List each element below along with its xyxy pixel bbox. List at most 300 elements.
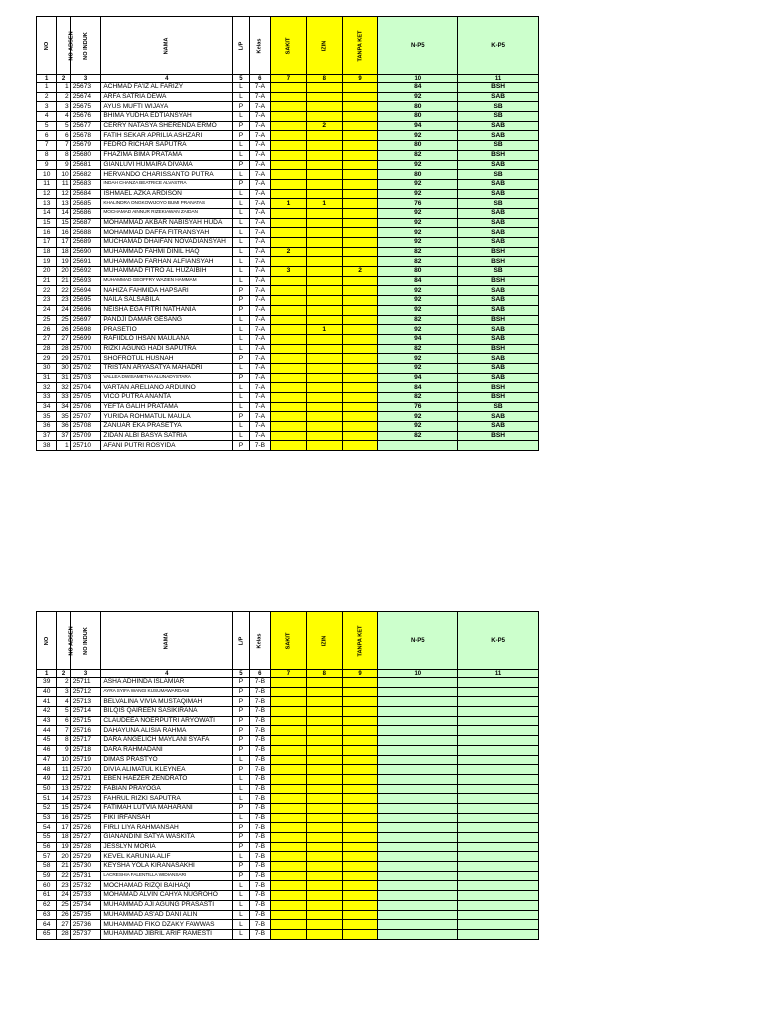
cell-kelas: 7-B bbox=[249, 891, 270, 901]
cell-no-induk: 25711 bbox=[70, 678, 101, 688]
cell-no-induk: 25725 bbox=[70, 813, 101, 823]
cell-no-absen: 11 bbox=[57, 765, 70, 775]
cell-sakit bbox=[271, 803, 307, 813]
cell-sakit bbox=[271, 257, 307, 267]
cell-kelas: 7-A bbox=[249, 92, 270, 102]
cell-no-absen: 36 bbox=[57, 422, 70, 432]
cell-kelas: 7-A bbox=[249, 208, 270, 218]
cell-lp: L bbox=[233, 891, 249, 901]
cell-no-absen: 17 bbox=[57, 238, 70, 248]
table-row bbox=[37, 315, 539, 325]
cell-n-p5: 92 bbox=[378, 325, 458, 335]
cell-sakit bbox=[271, 431, 307, 441]
cell-n-p5: 82 bbox=[378, 257, 458, 267]
cell-tanpa-ket bbox=[342, 871, 378, 881]
cell-no-induk: 25712 bbox=[70, 687, 101, 697]
cell-tanpa-ket bbox=[342, 813, 378, 823]
cell-nama: AYRA SYIFA WANGI KUSUMAWARDANI bbox=[101, 687, 233, 697]
cell-n-p5 bbox=[378, 842, 458, 852]
table-row bbox=[37, 402, 539, 412]
table-row bbox=[37, 354, 539, 364]
cell-no-absen: 26 bbox=[57, 910, 70, 920]
cell-n-p5: 82 bbox=[378, 315, 458, 325]
cell-tanpa-ket bbox=[342, 121, 378, 131]
header-lp: L/P bbox=[233, 612, 249, 670]
cell-no: 32 bbox=[37, 383, 57, 393]
cell-tanpa-ket bbox=[342, 170, 378, 180]
cell-k-p5: SAB bbox=[458, 354, 539, 364]
cell-nama: MUHAMMAD FIKO DZAKY FAWWAS bbox=[101, 920, 233, 930]
cell-kelas: 7-A bbox=[249, 218, 270, 228]
table-row bbox=[37, 267, 539, 277]
cell-no-induk: 25710 bbox=[70, 441, 101, 451]
cell-izin bbox=[306, 910, 342, 920]
table-row bbox=[37, 745, 539, 755]
table-row bbox=[37, 900, 539, 910]
cell-sakit bbox=[271, 784, 307, 794]
cell-nama: JESSLYN MORIA bbox=[101, 842, 233, 852]
table-row bbox=[37, 218, 539, 228]
cell-k-p5 bbox=[458, 813, 539, 823]
cell-no: 47 bbox=[37, 755, 57, 765]
cell-no-induk: 25700 bbox=[70, 344, 101, 354]
cell-no-absen: 11 bbox=[57, 179, 70, 189]
cell-izin bbox=[306, 92, 342, 102]
cell-lp: P bbox=[233, 745, 249, 755]
cell-n-p5 bbox=[378, 687, 458, 697]
cell-kelas: 7-A bbox=[249, 150, 270, 160]
header-row bbox=[37, 17, 539, 75]
cell-nama: NEISHA EGA FITRI NATHANIA bbox=[101, 305, 233, 315]
cell-kelas: 7-A bbox=[249, 431, 270, 441]
table-row bbox=[37, 228, 539, 238]
cell-tanpa-ket bbox=[342, 92, 378, 102]
cell-no: 36 bbox=[37, 422, 57, 432]
cell-k-p5: BSH bbox=[458, 393, 539, 403]
cell-kelas: 7-B bbox=[249, 736, 270, 746]
cell-izin bbox=[306, 344, 342, 354]
cell-no-induk: 25692 bbox=[70, 267, 101, 277]
cell-k-p5 bbox=[458, 678, 539, 688]
cell-nama: EBEN HAEZER ZENDRATO bbox=[101, 774, 233, 784]
cell-sakit bbox=[271, 315, 307, 325]
cell-k-p5 bbox=[458, 687, 539, 697]
cell-izin bbox=[306, 842, 342, 852]
cell-tanpa-ket bbox=[342, 315, 378, 325]
cell-no-induk: 25696 bbox=[70, 305, 101, 315]
cell-sakit bbox=[271, 891, 307, 901]
table-row bbox=[37, 334, 539, 344]
cell-sakit bbox=[271, 286, 307, 296]
cell-lp: P bbox=[233, 121, 249, 131]
cell-no: 34 bbox=[37, 402, 57, 412]
cell-k-p5: SB bbox=[458, 402, 539, 412]
column-number: 7 bbox=[271, 670, 307, 678]
cell-no-absen: 28 bbox=[57, 929, 70, 939]
attendance-sheet-7a bbox=[36, 16, 539, 451]
cell-no-induk: 25703 bbox=[70, 373, 101, 383]
cell-no-induk: 25705 bbox=[70, 393, 101, 403]
cell-no-absen: 2 bbox=[57, 92, 70, 102]
cell-no-induk: 25736 bbox=[70, 920, 101, 930]
column-number: 4 bbox=[101, 670, 233, 678]
cell-lp: L bbox=[233, 402, 249, 412]
cell-no-absen: 2 bbox=[57, 678, 70, 688]
cell-tanpa-ket: 2 bbox=[342, 267, 378, 277]
cell-n-p5: 80 bbox=[378, 170, 458, 180]
cell-no: 14 bbox=[37, 208, 57, 218]
cell-no: 1 bbox=[37, 83, 57, 93]
cell-no: 3 bbox=[37, 102, 57, 112]
cell-tanpa-ket bbox=[342, 441, 378, 451]
cell-no: 53 bbox=[37, 813, 57, 823]
header-no-absen: NO ABSEN bbox=[57, 612, 70, 670]
cell-k-p5: SAB bbox=[458, 334, 539, 344]
cell-no-absen: 13 bbox=[57, 784, 70, 794]
cell-izin bbox=[306, 823, 342, 833]
cell-no-induk: 25688 bbox=[70, 228, 101, 238]
cell-no-induk: 25735 bbox=[70, 910, 101, 920]
cell-sakit bbox=[271, 765, 307, 775]
cell-izin bbox=[306, 402, 342, 412]
cell-nama: KEYSHA YOLA KIRANASAKHI bbox=[101, 862, 233, 872]
cell-n-p5 bbox=[378, 900, 458, 910]
cell-k-p5: SAB bbox=[458, 373, 539, 383]
cell-izin bbox=[306, 363, 342, 373]
cell-tanpa-ket bbox=[342, 803, 378, 813]
cell-n-p5: 82 bbox=[378, 344, 458, 354]
cell-no-induk: 25715 bbox=[70, 716, 101, 726]
table-row bbox=[37, 871, 539, 881]
cell-no-induk: 25678 bbox=[70, 131, 101, 141]
cell-k-p5: SAB bbox=[458, 179, 539, 189]
cell-lp: P bbox=[233, 687, 249, 697]
table-row bbox=[37, 833, 539, 843]
cell-nama: BHIMA YUDHA EDTIANSYAH bbox=[101, 112, 233, 122]
table-row bbox=[37, 208, 539, 218]
cell-n-p5 bbox=[378, 803, 458, 813]
cell-k-p5 bbox=[458, 697, 539, 707]
cell-izin bbox=[306, 228, 342, 238]
cell-n-p5: 94 bbox=[378, 121, 458, 131]
cell-n-p5: 92 bbox=[378, 160, 458, 170]
cell-no: 49 bbox=[37, 774, 57, 784]
cell-k-p5 bbox=[458, 891, 539, 901]
cell-k-p5: SAB bbox=[458, 305, 539, 315]
cell-no-absen: 31 bbox=[57, 373, 70, 383]
cell-lp: L bbox=[233, 276, 249, 286]
column-number: 11 bbox=[458, 75, 539, 83]
header-no-induk: NO INDUK bbox=[70, 17, 101, 75]
header-tanpa-ket: TANPA KET bbox=[342, 612, 378, 670]
cell-no-induk: 25737 bbox=[70, 929, 101, 939]
cell-no-absen: 29 bbox=[57, 354, 70, 364]
cell-tanpa-ket bbox=[342, 218, 378, 228]
cell-no: 58 bbox=[37, 862, 57, 872]
table-row bbox=[37, 276, 539, 286]
cell-no-induk: 25706 bbox=[70, 402, 101, 412]
cell-lp: P bbox=[233, 354, 249, 364]
cell-no-induk: 25709 bbox=[70, 431, 101, 441]
table-row bbox=[37, 189, 539, 199]
cell-kelas: 7-A bbox=[249, 363, 270, 373]
cell-tanpa-ket bbox=[342, 929, 378, 939]
cell-sakit: 1 bbox=[271, 199, 307, 209]
cell-sakit bbox=[271, 141, 307, 151]
table-row bbox=[37, 784, 539, 794]
cell-tanpa-ket bbox=[342, 745, 378, 755]
cell-izin bbox=[306, 803, 342, 813]
cell-nama: AFANI PUTRI ROSYIDA bbox=[101, 441, 233, 451]
cell-nama: YURIDA ROHMATUL MAULA bbox=[101, 412, 233, 422]
cell-k-p5 bbox=[458, 920, 539, 930]
cell-no-induk: 25708 bbox=[70, 422, 101, 432]
cell-izin: 2 bbox=[306, 121, 342, 131]
table-row bbox=[37, 393, 539, 403]
cell-no-absen: 16 bbox=[57, 228, 70, 238]
cell-no: 15 bbox=[37, 218, 57, 228]
cell-n-p5: 82 bbox=[378, 431, 458, 441]
cell-kelas: 7-A bbox=[249, 189, 270, 199]
cell-izin bbox=[306, 179, 342, 189]
cell-izin bbox=[306, 170, 342, 180]
cell-k-p5: SAB bbox=[458, 160, 539, 170]
cell-no: 6 bbox=[37, 131, 57, 141]
cell-k-p5: SAB bbox=[458, 422, 539, 432]
cell-no: 44 bbox=[37, 726, 57, 736]
cell-n-p5 bbox=[378, 813, 458, 823]
cell-n-p5 bbox=[378, 726, 458, 736]
cell-k-p5 bbox=[458, 736, 539, 746]
cell-no-absen: 25 bbox=[57, 900, 70, 910]
cell-no: 38 bbox=[37, 441, 57, 451]
cell-izin bbox=[306, 774, 342, 784]
cell-no-absen: 8 bbox=[57, 150, 70, 160]
cell-tanpa-ket bbox=[342, 373, 378, 383]
header-no-induk: NO INDUK bbox=[70, 612, 101, 670]
table-body bbox=[37, 83, 539, 451]
cell-no-absen: 19 bbox=[57, 257, 70, 267]
cell-no: 26 bbox=[37, 325, 57, 335]
cell-no-absen: 20 bbox=[57, 852, 70, 862]
cell-nama: VARTAN ARELIANO ARDUINO bbox=[101, 383, 233, 393]
table-row bbox=[37, 707, 539, 717]
cell-k-p5 bbox=[458, 910, 539, 920]
table-row bbox=[37, 199, 539, 209]
cell-n-p5: 76 bbox=[378, 402, 458, 412]
cell-n-p5: 92 bbox=[378, 363, 458, 373]
cell-n-p5: 92 bbox=[378, 238, 458, 248]
cell-k-p5: SAB bbox=[458, 286, 539, 296]
cell-tanpa-ket bbox=[342, 325, 378, 335]
cell-tanpa-ket bbox=[342, 296, 378, 306]
cell-izin bbox=[306, 736, 342, 746]
cell-no-absen: 24 bbox=[57, 305, 70, 315]
cell-n-p5 bbox=[378, 929, 458, 939]
cell-sakit bbox=[271, 305, 307, 315]
header-no-absen: NO ABSEN bbox=[57, 17, 70, 75]
cell-izin bbox=[306, 441, 342, 451]
cell-sakit bbox=[271, 422, 307, 432]
cell-no-induk: 25701 bbox=[70, 354, 101, 364]
cell-n-p5: 80 bbox=[378, 102, 458, 112]
cell-n-p5 bbox=[378, 755, 458, 765]
table-row bbox=[37, 83, 539, 93]
cell-no: 16 bbox=[37, 228, 57, 238]
cell-tanpa-ket bbox=[342, 199, 378, 209]
cell-sakit bbox=[271, 755, 307, 765]
cell-n-p5 bbox=[378, 678, 458, 688]
column-number: 10 bbox=[378, 75, 458, 83]
cell-izin: 1 bbox=[306, 199, 342, 209]
cell-nama: DIVIA ALIMATUL KLEYNEA bbox=[101, 765, 233, 775]
column-number-row bbox=[37, 75, 539, 83]
cell-lp: P bbox=[233, 716, 249, 726]
cell-kelas: 7-A bbox=[249, 83, 270, 93]
cell-sakit bbox=[271, 102, 307, 112]
cell-n-p5: 82 bbox=[378, 393, 458, 403]
cell-no: 31 bbox=[37, 373, 57, 383]
cell-izin bbox=[306, 678, 342, 688]
cell-izin bbox=[306, 687, 342, 697]
cell-tanpa-ket bbox=[342, 150, 378, 160]
grade-table bbox=[36, 611, 539, 940]
cell-sakit bbox=[271, 276, 307, 286]
cell-izin bbox=[306, 141, 342, 151]
cell-sakit bbox=[271, 910, 307, 920]
cell-no-absen: 9 bbox=[57, 160, 70, 170]
cell-no-absen: 1 bbox=[57, 441, 70, 451]
cell-lp: P bbox=[233, 833, 249, 843]
cell-kelas: 7-B bbox=[249, 697, 270, 707]
cell-sakit bbox=[271, 871, 307, 881]
cell-tanpa-ket bbox=[342, 276, 378, 286]
cell-izin bbox=[306, 160, 342, 170]
cell-lp: L bbox=[233, 189, 249, 199]
cell-izin bbox=[306, 315, 342, 325]
cell-nama: SHOFROTUL HUSNAH bbox=[101, 354, 233, 364]
cell-sakit bbox=[271, 726, 307, 736]
cell-izin bbox=[306, 354, 342, 364]
cell-no: 46 bbox=[37, 745, 57, 755]
cell-nama: NAHIZA FAHMIDA HAPSARI bbox=[101, 286, 233, 296]
cell-sakit bbox=[271, 736, 307, 746]
cell-no: 25 bbox=[37, 315, 57, 325]
cell-lp: L bbox=[233, 900, 249, 910]
cell-izin bbox=[306, 852, 342, 862]
cell-kelas: 7-A bbox=[249, 402, 270, 412]
cell-no-absen: 5 bbox=[57, 707, 70, 717]
cell-lp: L bbox=[233, 238, 249, 248]
table-row bbox=[37, 325, 539, 335]
cell-n-p5 bbox=[378, 833, 458, 843]
cell-n-p5: 92 bbox=[378, 422, 458, 432]
cell-k-p5 bbox=[458, 900, 539, 910]
cell-sakit bbox=[271, 852, 307, 862]
cell-lp: P bbox=[233, 823, 249, 833]
cell-tanpa-ket bbox=[342, 726, 378, 736]
cell-k-p5 bbox=[458, 862, 539, 872]
table-row bbox=[37, 736, 539, 746]
cell-sakit bbox=[271, 83, 307, 93]
cell-no-absen: 10 bbox=[57, 755, 70, 765]
cell-k-p5: BSH bbox=[458, 431, 539, 441]
cell-n-p5: 92 bbox=[378, 305, 458, 315]
cell-no: 27 bbox=[37, 334, 57, 344]
cell-no: 57 bbox=[37, 852, 57, 862]
cell-kelas: 7-B bbox=[249, 745, 270, 755]
cell-n-p5: 80 bbox=[378, 112, 458, 122]
cell-izin bbox=[306, 929, 342, 939]
cell-tanpa-ket bbox=[342, 141, 378, 151]
cell-no-induk: 25732 bbox=[70, 881, 101, 891]
cell-sakit bbox=[271, 707, 307, 717]
cell-no: 52 bbox=[37, 803, 57, 813]
cell-tanpa-ket bbox=[342, 862, 378, 872]
cell-no-absen: 1 bbox=[57, 83, 70, 93]
cell-k-p5 bbox=[458, 871, 539, 881]
cell-lp: L bbox=[233, 208, 249, 218]
cell-lp: L bbox=[233, 794, 249, 804]
cell-n-p5 bbox=[378, 823, 458, 833]
cell-tanpa-ket bbox=[342, 697, 378, 707]
cell-no-absen: 19 bbox=[57, 842, 70, 852]
cell-izin bbox=[306, 267, 342, 277]
cell-nama: YEFTA GALIH PRATAMA bbox=[101, 402, 233, 412]
cell-kelas: 7-B bbox=[249, 774, 270, 784]
cell-no-absen: 26 bbox=[57, 325, 70, 335]
cell-lp: P bbox=[233, 726, 249, 736]
cell-no-induk: 25685 bbox=[70, 199, 101, 209]
cell-lp: P bbox=[233, 862, 249, 872]
cell-no-induk: 25681 bbox=[70, 160, 101, 170]
cell-k-p5: SAB bbox=[458, 218, 539, 228]
cell-kelas: 7-A bbox=[249, 412, 270, 422]
cell-n-p5: 92 bbox=[378, 179, 458, 189]
cell-no-absen: 21 bbox=[57, 276, 70, 286]
table-row bbox=[37, 412, 539, 422]
cell-no: 50 bbox=[37, 784, 57, 794]
cell-nama: MOCHAMAD AINNUR RIZEKIAWAN ZAIDAN bbox=[101, 208, 233, 218]
cell-no: 28 bbox=[37, 344, 57, 354]
cell-nama: HERVANDO CHARISSANTO PUTRA bbox=[101, 170, 233, 180]
cell-sakit bbox=[271, 833, 307, 843]
cell-kelas: 7-A bbox=[249, 422, 270, 432]
cell-no: 8 bbox=[37, 150, 57, 160]
cell-no: 40 bbox=[37, 687, 57, 697]
cell-kelas: 7-B bbox=[249, 842, 270, 852]
cell-kelas: 7-A bbox=[249, 170, 270, 180]
cell-no-induk: 25734 bbox=[70, 900, 101, 910]
cell-no: 64 bbox=[37, 920, 57, 930]
cell-lp: L bbox=[233, 150, 249, 160]
cell-n-p5 bbox=[378, 891, 458, 901]
cell-no: 54 bbox=[37, 823, 57, 833]
column-number-row bbox=[37, 670, 539, 678]
cell-n-p5: 92 bbox=[378, 286, 458, 296]
cell-n-p5: 92 bbox=[378, 218, 458, 228]
cell-no-induk: 25676 bbox=[70, 112, 101, 122]
cell-no: 61 bbox=[37, 891, 57, 901]
header-row bbox=[37, 612, 539, 670]
cell-n-p5 bbox=[378, 736, 458, 746]
table-row bbox=[37, 431, 539, 441]
cell-no-induk: 25719 bbox=[70, 755, 101, 765]
cell-izin bbox=[306, 707, 342, 717]
cell-lp: P bbox=[233, 736, 249, 746]
cell-no-induk: 25704 bbox=[70, 383, 101, 393]
cell-tanpa-ket bbox=[342, 910, 378, 920]
